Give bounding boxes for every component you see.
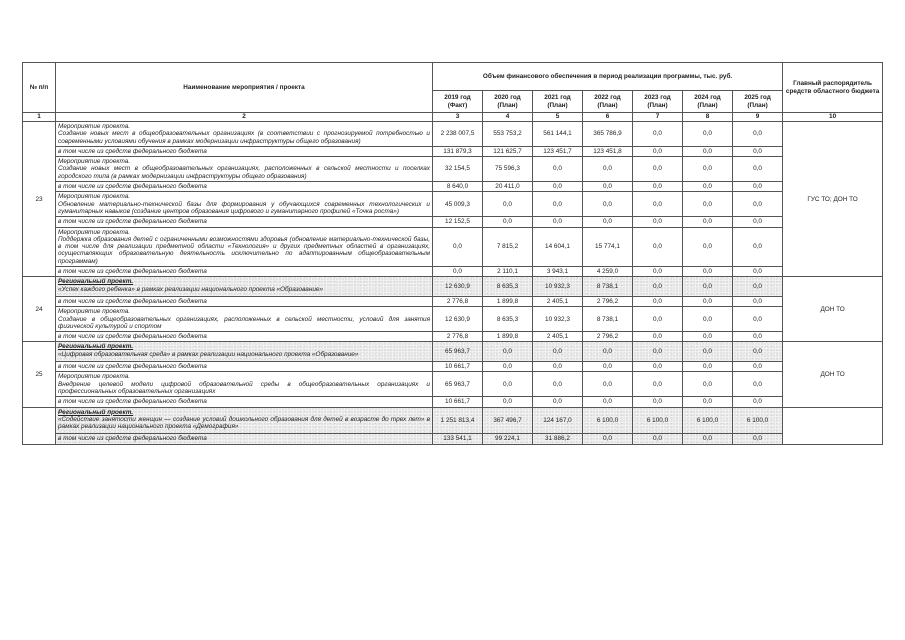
amount-cell: 1 899,8 (483, 296, 533, 306)
amount-cell: 0,0 (633, 122, 683, 147)
federal-budget-label: в том числе из средств федерального бюджета (56, 332, 433, 342)
amount-cell: 2 776,8 (433, 332, 483, 342)
amount-cell: 0,0 (733, 122, 783, 147)
federal-budget-label: в том числе из средств федерального бюджета (56, 434, 433, 444)
amount-cell: 0,0 (683, 157, 733, 182)
federal-budget-row (23, 397, 883, 407)
amount-cell: 0,0 (683, 332, 733, 342)
measure-name (56, 372, 433, 397)
row-number: 23 (23, 122, 56, 277)
measure-heading: Мероприятие проекта. (58, 193, 131, 201)
amount-cell: 0,0 (733, 146, 783, 156)
amount-cell: 12 152,5 (433, 217, 483, 227)
amount-cell: 0,0 (433, 227, 483, 266)
header-year-2021: 2021 год (План) (533, 91, 583, 113)
amount-cell: 0,0 (633, 434, 683, 444)
amount-cell: 0,0 (683, 307, 733, 332)
item-description: Внедрение целевой модели цифровой образовательной среды в общеобразовательных организациях и профессиональных образовательных организациях (58, 380, 430, 395)
spacer (58, 358, 430, 360)
regional-project-name (56, 277, 433, 297)
amount-cell: 1 899,8 (483, 332, 533, 342)
amount-cell: 0,0 (633, 277, 683, 297)
amount-cell: 10 661,7 (433, 397, 483, 407)
amount-cell: 0,0 (683, 342, 733, 362)
amount-cell: 0,0 (733, 192, 783, 217)
header-num: № п/п (23, 63, 56, 113)
amount-cell: 0,0 (733, 332, 783, 342)
amount-cell: 4 259,0 (583, 267, 633, 277)
amount-cell: 0,0 (733, 227, 783, 266)
measure-heading: Мероприятие проекта. (58, 308, 131, 316)
row-number: 25 (23, 342, 56, 407)
amount-cell: 0,0 (633, 157, 683, 182)
amount-cell: 131 879,3 (433, 146, 483, 156)
amount-cell: 0,0 (733, 434, 783, 444)
amount-cell: 12 630,9 (433, 277, 483, 297)
measure-row (23, 307, 883, 332)
amount-cell: 0,0 (733, 277, 783, 297)
amount-cell: 123 451,7 (533, 146, 583, 156)
item-description: «Содействие занятости женщин — создание условий дошкольного образования для детей в возрасте до трех лет» в рамках реализации национального проекта «Демография» (58, 415, 430, 431)
amount-cell: 0,0 (683, 267, 733, 277)
measure-name (56, 227, 433, 266)
budget-owner: ДОН ТО (783, 277, 883, 342)
amount-cell: 8 635,3 (483, 277, 533, 297)
regional-project-name (56, 342, 433, 362)
amount-cell: 32 154,5 (433, 157, 483, 182)
column-index: 10 (783, 113, 883, 122)
amount-cell: 133 541,1 (433, 434, 483, 444)
measure-name (56, 307, 433, 332)
measure-row (23, 372, 883, 397)
header-year-2020: 2020 год (План) (483, 91, 533, 113)
amount-cell: 0,0 (533, 362, 583, 372)
amount-cell: 0,0 (583, 157, 633, 182)
amount-cell: 0,0 (733, 296, 783, 306)
amount-cell: 0,0 (683, 434, 733, 444)
regional-project-heading: Региональный проект. (58, 343, 134, 351)
column-index: 8 (683, 113, 733, 122)
column-index: 4 (483, 113, 533, 122)
item-description: «Успех каждого ребенка» в рамках реализации национального проекта «Образование» (58, 285, 324, 293)
amount-cell: 0,0 (533, 157, 583, 182)
amount-cell: 0,0 (533, 372, 583, 397)
table-body (23, 122, 883, 445)
column-index: 5 (533, 113, 583, 122)
regional-project-row (23, 407, 883, 434)
amount-cell: 0,0 (633, 372, 683, 397)
federal-budget-label: в том числе из средств федерального бюджета (56, 182, 433, 192)
item-description: Обновление материально-технической базы для формирования у обучающихся современных технологических и гуманитарных навыков (создание центров образования цифрового и гуманитарного профилей «Точка роста») (58, 200, 430, 215)
amount-cell: 6 100,0 (633, 407, 683, 434)
item-description: Поддержка образования детей с ограниченными возможностями здоровья (обновление материально-технической базы, в том числе для реализации предметной области «Технология» и других предметных областей в организациях, осуществляющих образовательную деятельность исключительно по адаптированным общеобразовательным программам) (58, 235, 430, 265)
column-index: 3 (433, 113, 483, 122)
amount-cell: 20 411,0 (483, 182, 533, 192)
amount-cell: 65 963,7 (433, 342, 483, 362)
budget-table (22, 62, 883, 445)
federal-budget-label: в том числе из средств федерального бюджета (56, 362, 433, 372)
regional-project-row (23, 277, 883, 297)
amount-cell: 15 774,1 (583, 227, 633, 266)
amount-cell: 2 796,2 (583, 332, 633, 342)
measure-heading: Мероприятие проекта. (58, 123, 131, 130)
row-number: 24 (23, 277, 56, 342)
header-year-2019: 2019 год (Факт) (433, 91, 483, 113)
amount-cell: 1 251 813,4 (433, 407, 483, 434)
header-owner: Главный распорядитель средств областного бюджета (783, 63, 883, 113)
amount-cell: 561 144,1 (533, 122, 583, 147)
item-description: «Цифровая образовательная среда» в рамках реализации национального проекта «Образование» (58, 350, 359, 358)
amount-cell: 0,0 (583, 397, 633, 407)
amount-cell: 14 604,1 (533, 227, 583, 266)
amount-cell: 0,0 (683, 296, 733, 306)
header-year-2023: 2023 год (План) (633, 91, 683, 113)
amount-cell: 0,0 (533, 217, 583, 227)
measure-name (56, 192, 433, 217)
amount-cell: 124 167,0 (533, 407, 583, 434)
federal-budget-label: в том числе из средств федерального бюджета (56, 397, 433, 407)
amount-cell: 8 635,3 (483, 307, 533, 332)
item-description: Создание новых мест в общеобразовательных организациях, расположенных в сельской местности и поселках городского типа (в рамках модернизации инфраструктуры общего образования) (58, 165, 430, 180)
amount-cell: 0,0 (733, 267, 783, 277)
amount-cell: 10 932,3 (533, 277, 583, 297)
column-index: 1 (23, 113, 56, 122)
regional-project-heading: Региональный проект. (58, 278, 134, 286)
amount-cell: 2 776,8 (433, 296, 483, 306)
amount-cell: 0,0 (633, 342, 683, 362)
row-number (23, 407, 56, 444)
amount-cell: 0,0 (533, 182, 583, 192)
budget-owner: ДОН ТО (783, 342, 883, 407)
federal-budget-row (23, 146, 883, 156)
header-year-2024: 2024 год (План) (683, 91, 733, 113)
amount-cell: 2 796,2 (583, 296, 633, 306)
federal-budget-row (23, 332, 883, 342)
amount-cell: 0,0 (483, 192, 533, 217)
amount-cell: 0,0 (483, 217, 533, 227)
federal-budget-row (23, 217, 883, 227)
amount-cell: 0,0 (583, 372, 633, 397)
amount-cell: 0,0 (733, 397, 783, 407)
amount-cell: 0,0 (633, 217, 683, 227)
amount-cell: 3 943,1 (533, 267, 583, 277)
amount-cell: 65 963,7 (433, 372, 483, 397)
amount-cell: 0,0 (633, 307, 683, 332)
column-index: 7 (633, 113, 683, 122)
amount-cell: 121 625,7 (483, 146, 533, 156)
amount-cell: 0,0 (683, 146, 733, 156)
federal-budget-label: в том числе из средств федерального бюджета (56, 217, 433, 227)
amount-cell: 0,0 (733, 217, 783, 227)
amount-cell: 2 405,1 (533, 332, 583, 342)
amount-cell: 0,0 (583, 192, 633, 217)
header-funding: Объем финансового обеспечения в период реализации программы, тыс. руб. (433, 63, 783, 91)
federal-budget-row (23, 362, 883, 372)
amount-cell: 12 630,9 (433, 307, 483, 332)
federal-budget-label: в том числе из средств федерального бюджета (56, 296, 433, 306)
amount-cell: 123 451,8 (583, 146, 633, 156)
amount-cell: 2 405,1 (533, 296, 583, 306)
amount-cell: 6 100,0 (583, 407, 633, 434)
amount-cell: 10 932,3 (533, 307, 583, 332)
column-index: 6 (583, 113, 633, 122)
table-header (23, 63, 883, 122)
amount-cell: 0,0 (533, 342, 583, 362)
amount-cell: 0,0 (583, 217, 633, 227)
amount-cell: 365 786,9 (583, 122, 633, 147)
amount-cell: 0,0 (683, 277, 733, 297)
amount-cell: 6 100,0 (683, 407, 733, 434)
amount-cell: 0,0 (533, 397, 583, 407)
budget-table-sheet (22, 62, 882, 445)
budget-owner (783, 407, 883, 444)
amount-cell: 0,0 (683, 362, 733, 372)
measure-name (56, 157, 433, 182)
amount-cell: 0,0 (683, 182, 733, 192)
amount-cell: 0,0 (683, 192, 733, 217)
amount-cell: 0,0 (683, 122, 733, 147)
amount-cell: 367 496,7 (483, 407, 533, 434)
amount-cell: 0,0 (683, 227, 733, 266)
amount-cell: 2 110,1 (483, 267, 533, 277)
spacer (58, 293, 430, 295)
amount-cell: 0,0 (733, 182, 783, 192)
amount-cell: 0,0 (633, 227, 683, 266)
federal-budget-row (23, 182, 883, 192)
amount-cell: 0,0 (633, 267, 683, 277)
amount-cell: 8 738,1 (583, 277, 633, 297)
column-index-row (23, 113, 883, 122)
amount-cell: 0,0 (583, 434, 633, 444)
measure-row (23, 157, 883, 182)
amount-cell: 0,0 (583, 362, 633, 372)
federal-budget-row (23, 267, 883, 277)
amount-cell: 7 815,2 (483, 227, 533, 266)
amount-cell: 0,0 (633, 146, 683, 156)
column-index: 2 (56, 113, 433, 122)
header-name: Наименование мероприятия / проекта (56, 63, 433, 113)
measure-row (23, 227, 883, 266)
amount-cell: 553 753,2 (483, 122, 533, 147)
amount-cell: 0,0 (483, 342, 533, 362)
amount-cell: 0,0 (533, 192, 583, 217)
amount-cell: 0,0 (733, 342, 783, 362)
amount-cell: 0,0 (583, 182, 633, 192)
amount-cell: 0,0 (683, 397, 733, 407)
amount-cell: 8 640,0 (433, 182, 483, 192)
amount-cell: 2 238 007,5 (433, 122, 483, 147)
amount-cell: 0,0 (633, 362, 683, 372)
amount-cell: 6 100,0 (733, 407, 783, 434)
item-description: Создание в общеобразовательных организациях, расположенных в сельской местности, условий для занятия физической культурой и спортом (58, 315, 430, 330)
amount-cell: 0,0 (433, 267, 483, 277)
amount-cell: 0,0 (483, 397, 533, 407)
amount-cell: 0,0 (633, 332, 683, 342)
measure-heading: Мероприятие проекта. (58, 373, 131, 381)
amount-cell: 8 738,1 (583, 307, 633, 332)
federal-budget-label: в том числе из средств федерального бюджета (56, 267, 433, 277)
measure-name (56, 122, 433, 147)
measure-heading: Мероприятие проекта. (58, 228, 131, 236)
amount-cell: 75 596,3 (483, 157, 533, 182)
measure-row (23, 192, 883, 217)
amount-cell: 0,0 (633, 182, 683, 192)
amount-cell: 0,0 (683, 372, 733, 397)
budget-owner: ГУС ТО; ДОН ТО (783, 122, 883, 277)
item-description: Создание новых мест в общеобразовательных организациях (в соответствии с прогнозируемой потребностью и современными условиями обучения в рамках модернизации инфраструктуры общего образования) (58, 130, 430, 145)
amount-cell: 0,0 (733, 362, 783, 372)
amount-cell: 0,0 (733, 372, 783, 397)
amount-cell: 0,0 (733, 307, 783, 332)
spacer (58, 430, 430, 432)
regional-project-name (56, 407, 433, 434)
amount-cell: 0,0 (633, 296, 683, 306)
amount-cell: 45 009,3 (433, 192, 483, 217)
measure-heading: Мероприятие проекта. (58, 158, 131, 166)
federal-budget-row (23, 296, 883, 306)
amount-cell: 0,0 (583, 342, 633, 362)
measure-row (23, 122, 883, 147)
regional-project-heading: Региональный проект. (58, 408, 134, 416)
column-index: 9 (733, 113, 783, 122)
federal-budget-row (23, 434, 883, 444)
header-year-2022: 2022 год (План) (583, 91, 633, 113)
amount-cell: 31 886,2 (533, 434, 583, 444)
amount-cell: 0,0 (633, 397, 683, 407)
amount-cell: 99 224,1 (483, 434, 533, 444)
amount-cell: 0,0 (683, 217, 733, 227)
amount-cell: 0,0 (633, 192, 683, 217)
amount-cell: 0,0 (483, 362, 533, 372)
federal-budget-label: в том числе из средств федерального бюджета (56, 146, 433, 156)
regional-project-row (23, 342, 883, 362)
header-year-2025: 2025 год (План) (733, 91, 783, 113)
amount-cell: 0,0 (483, 372, 533, 397)
amount-cell: 10 661,7 (433, 362, 483, 372)
amount-cell: 0,0 (733, 157, 783, 182)
